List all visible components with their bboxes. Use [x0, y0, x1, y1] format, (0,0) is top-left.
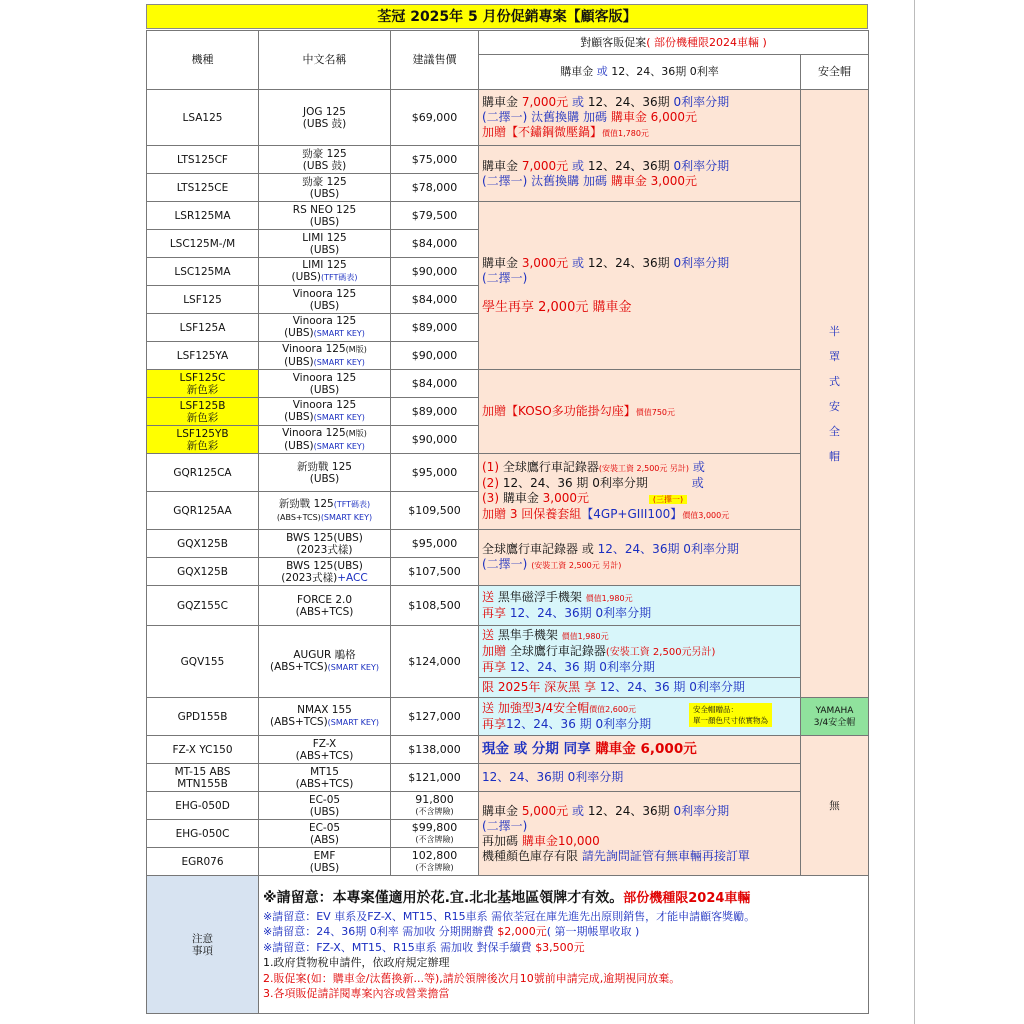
table-row-price: $78,000 — [391, 174, 479, 202]
header-model: 機種 — [147, 31, 259, 90]
table-row-name: BWS 125(UBS) (2023式樣)+ACC — [259, 558, 391, 586]
table-row-model: GQZ155C — [147, 586, 259, 626]
table-row-price: $95,000 — [391, 530, 479, 558]
header-price: 建議售價 — [391, 31, 479, 90]
table-row-model: EHG-050D — [147, 792, 259, 820]
table-row-model: LSF125YB 新色彩 — [147, 426, 259, 454]
table-row-name: JOG 125 (UBS 鼓) — [259, 90, 391, 146]
table-row-price: $127,000 — [391, 698, 479, 736]
table-row-name: FORCE 2.0 (ABS+TCS) — [259, 586, 391, 626]
table-row-model: GPD155B — [147, 698, 259, 736]
table-row-model: MT-15 ABS MTN155B — [147, 764, 259, 792]
promo-group-11: 12、24、36期 0利率分期 — [479, 764, 801, 792]
table-row-name: Vinoora 125 (UBS) — [259, 370, 391, 398]
promo-table — [146, 30, 869, 1014]
promo-group-1: 購車金 7,000元 或 12、24、36期 0利率分期 (二擇一) 汰舊換購 加碼 購車金 6,000元 加贈【不鏽鋼微壓鍋】價值1,780元 — [479, 90, 801, 146]
table-row-price: $84,000 — [391, 230, 479, 258]
helmet-yamaha-cell: YAMAHA 3/4安全帽 — [801, 698, 869, 736]
table-row-model: LSF125B 新色彩 — [147, 398, 259, 426]
table-row-price: $69,000 — [391, 90, 479, 146]
table-row-price: $79,500 — [391, 202, 479, 230]
table-row-model: LSF125 — [147, 286, 259, 314]
table-row-model: GQR125AA — [147, 492, 259, 530]
helmet-half-cell: 半 罩 式 安 全 帽 — [801, 90, 869, 698]
table-row-name: RS NEO 125 (UBS) — [259, 202, 391, 230]
table-row-price: $107,500 — [391, 558, 479, 586]
table-row-price: $124,000 — [391, 626, 479, 698]
table-row-name: Vinoora 125 (UBS)(SMART KEY) — [259, 398, 391, 426]
promo-group-12: 購車金 5,000元 或 12、24、36期 0利率分期 (二擇一) 再加碼 購車金10,000 機種顏色庫存有限 請先詢問証管有無車輛再接訂單 — [479, 792, 801, 876]
table-row-name: BWS 125(UBS) (2023式樣) — [259, 530, 391, 558]
promo-group-2: 購車金 7,000元 或 12、24、36期 0利率分期 (二擇一) 汰舊換購 加碼 購車金 3,000元 — [479, 146, 801, 202]
table-row-model: LSA125 — [147, 90, 259, 146]
page-edge-rule — [914, 0, 915, 1024]
table-row-model: LTS125CF — [147, 146, 259, 174]
table-row-name: Vinoora 125 (UBS)(SMART KEY) — [259, 314, 391, 342]
table-row-price: $108,500 — [391, 586, 479, 626]
table-row-model: LSF125YA — [147, 342, 259, 370]
table-row-name: MT15 (ABS+TCS) — [259, 764, 391, 792]
table-row-model: LSC125M-/M — [147, 230, 259, 258]
promo-group-9: 送 加強型3/4安全帽價值2,600元 再享12、24、36 期 0利率分期 安全帽贈品： 單一顏色尺寸依實物為 — [479, 698, 801, 736]
table-row-model: GQX125B — [147, 558, 259, 586]
table-row-model: GQV155 — [147, 626, 259, 698]
table-row-price: $90,000 — [391, 342, 479, 370]
table-row-name: EC-05 (UBS) — [259, 792, 391, 820]
table-row-price: $89,000 — [391, 314, 479, 342]
table-row-name: Vinoora 125(M版) (UBS)(SMART KEY) — [259, 342, 391, 370]
table-row-model: GQX125B — [147, 530, 259, 558]
promo-group-4: 加贈【KOSO多功能掛勾座】價值750元 — [479, 370, 801, 454]
header-promo-title: 對顧客販促案( 部份機種限2024車輛 ) — [479, 31, 869, 55]
table-row-price: $90,000 — [391, 258, 479, 286]
notes-body: ※請留意：本專案僅適用於花.宜.北北基地區領牌才有效。部份機種限2024車輛 ※請留意：EV 車系及FZ-X、MT15、R15車系 需依荃冠在庫先進先出原則銷售，才能申請顧客獎勵。 ※請留意：24、36期 0利率 需加收 分期開辦費 $2,000元( 第一期帳單收取 ) ※請留意：FZ-X、MT15、R15車系 需加收 對保手續費 $3,500元 1.政府貨物稅申請件，依政府規定辦理 2.販促案(如：購車金/汰舊換新...等),請於領牌後次月10號前申請完成,逾期視同放棄。 3.各項販促請詳閱專案內容或營業擔當 — [259, 876, 869, 1014]
table-row-name: EC-05 (ABS) — [259, 820, 391, 848]
table-row-price: $99,800 (不含牌險) — [391, 820, 479, 848]
table-row-name: Vinoora 125 (UBS) — [259, 286, 391, 314]
table-row-name: NMAX 155 (ABS+TCS)(SMART KEY) — [259, 698, 391, 736]
table-row-name: EMF (UBS) — [259, 848, 391, 876]
table-row-price: $95,000 — [391, 454, 479, 492]
table-row-name: 勁豪 125 (UBS) — [259, 174, 391, 202]
table-row-price: $84,000 — [391, 286, 479, 314]
table-row-price: $84,000 — [391, 370, 479, 398]
table-row-model: EHG-050C — [147, 820, 259, 848]
table-row-name: 新勁戰 125 (UBS) — [259, 454, 391, 492]
table-row-model: LSF125C 新色彩 — [147, 370, 259, 398]
table-row-name: LIMI 125 (UBS) — [259, 230, 391, 258]
header-helmet: 安全帽 — [801, 55, 869, 90]
table-row-price: $90,000 — [391, 426, 479, 454]
header-name: 中文名稱 — [259, 31, 391, 90]
promo-group-8: 送 黑隼手機架 價值1,980元 加贈 全球鷹行車記錄器(安裝工資 2,500元另計) 再享 12、24、36 期 0利率分期 限 2025年 深灰黑 享 12、24、36 期 0利率分期 — [479, 626, 801, 698]
promo-group-6: 全球鷹行車記錄器 或 12、24、36期 0利率分期 (二擇一) (安裝工資 2,500元 另計) — [479, 530, 801, 586]
table-row-name: LIMI 125 (UBS)(TFT碼表) — [259, 258, 391, 286]
table-row-model: LTS125CE — [147, 174, 259, 202]
promo-group-10: 現金 或 分期 同享 購車金 6,000元 — [479, 736, 801, 764]
table-row-model: GQR125CA — [147, 454, 259, 492]
table-row-name: 新勁戰 125(TFT碼表) (ABS+TCS)(SMART KEY) — [259, 492, 391, 530]
table-row-model: EGR076 — [147, 848, 259, 876]
table-row-name: AUGUR 鵰格 (ABS+TCS)(SMART KEY) — [259, 626, 391, 698]
table-row-name: FZ-X (ABS+TCS) — [259, 736, 391, 764]
promo-group-5: (1) 全球鷹行車記錄器(安裝工資 2,500元 另計) 或 (2) 12、24、36 期 0利率分期 或 (3) 購車金 3,000元 (三擇一) 加贈 3 回保養套組【4GP+GIII100】價值3,000元 — [479, 454, 801, 530]
table-row-model: LSR125MA — [147, 202, 259, 230]
table-row-price: $121,000 — [391, 764, 479, 792]
table-row-price: $109,500 — [391, 492, 479, 530]
table-row-price: 91,800 (不含牌險) — [391, 792, 479, 820]
table-row-price: 102,800 (不含牌險) — [391, 848, 479, 876]
table-row-price: $89,000 — [391, 398, 479, 426]
promo-group-7: 送 黑隼磁浮手機架 價值1,980元 再享 12、24、36期 0利率分期 — [479, 586, 801, 626]
page-title: 荃冠 2025年 5 月份促銷專案【顧客版】 — [146, 4, 868, 29]
table-row-model: LSC125MA — [147, 258, 259, 286]
promo-group-3: 購車金 3,000元 或 12、24、36期 0利率分期 (二擇一) 學生再享 2,000元 購車金 — [479, 202, 801, 370]
header-promo-sub: 購車金 或 12、24、36期 0利率 — [479, 55, 801, 90]
table-row-name: Vinoora 125(M版) (UBS)(SMART KEY) — [259, 426, 391, 454]
table-row-price: $138,000 — [391, 736, 479, 764]
helmet-none-cell: 無 — [801, 736, 869, 876]
table-row-model: FZ-X YC150 — [147, 736, 259, 764]
table-row-model: LSF125A — [147, 314, 259, 342]
notes-label: 注意 事項 — [147, 876, 259, 1014]
table-row-name: 勁豪 125 (UBS 鼓) — [259, 146, 391, 174]
table-row-price: $75,000 — [391, 146, 479, 174]
